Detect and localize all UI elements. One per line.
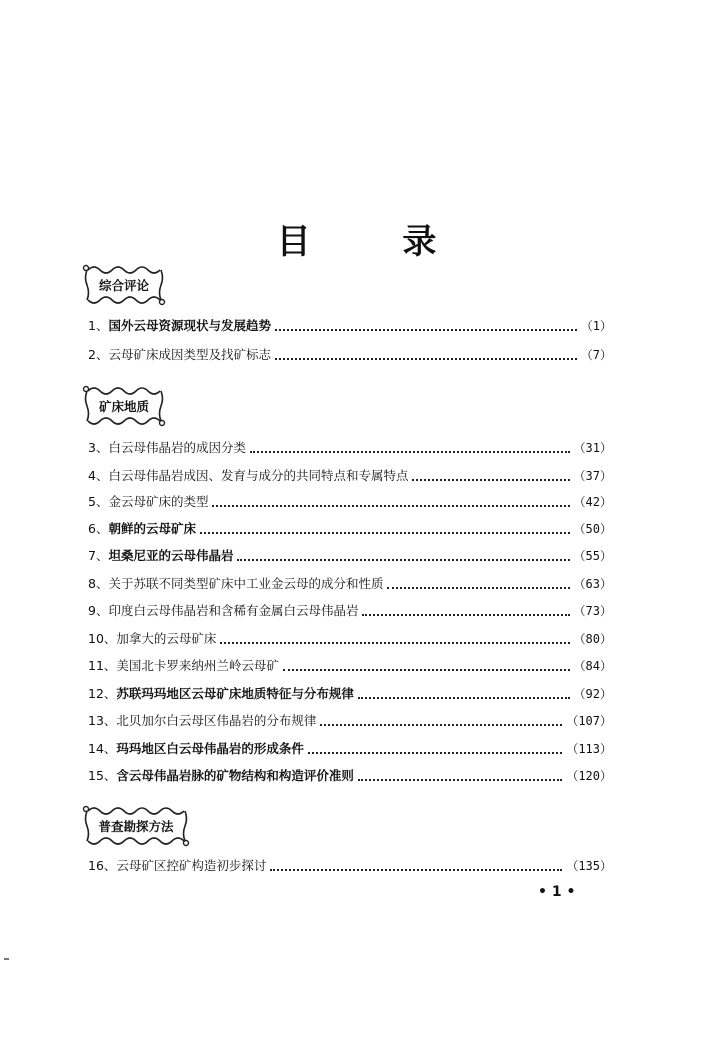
entry-number: 14、 <box>88 741 117 756</box>
entry-title: 坦桑尼亚的云母伟晶岩 <box>108 548 234 563</box>
section-badge-comprehensive-review <box>82 262 166 308</box>
entry-title: 玛玛地区白云母伟晶岩的形成条件 <box>116 741 304 756</box>
scan-mark <box>4 958 9 960</box>
section-badge-survey-methods <box>82 803 190 849</box>
entry-number: 15、 <box>88 768 117 783</box>
entry-title: 关于苏联不同类型矿床中工业金云母的成分和性质 <box>108 576 384 591</box>
entry-number: 12、 <box>88 686 117 701</box>
toc-entry <box>88 630 612 648</box>
dot-leader <box>250 450 570 453</box>
dot-leader <box>275 357 577 360</box>
entry-page: （37） <box>573 469 612 483</box>
entry-title: 金云母矿床的类型 <box>108 494 209 509</box>
toc-entry <box>88 767 612 785</box>
entry-page: （80） <box>573 632 612 646</box>
entry-page: （50） <box>573 522 612 536</box>
entry-number: 13、 <box>88 713 117 728</box>
entry-page: （1） <box>580 319 612 333</box>
section-badge-deposit-geology <box>82 383 166 429</box>
dot-leader <box>320 723 562 726</box>
dot-leader <box>308 751 562 754</box>
entry-page: （84） <box>573 659 612 673</box>
entry-title: 含云母伟晶岩脉的矿物结构和构造评价准则 <box>116 768 354 783</box>
entry-title: 白云母伟晶岩的成因分类 <box>108 440 246 455</box>
entry-page: （107） <box>566 714 612 728</box>
entry-page: （55） <box>573 549 612 563</box>
dot-leader <box>412 478 569 481</box>
toc-entry <box>88 657 612 675</box>
entry-page: （7） <box>580 348 612 362</box>
entry-title: 北贝加尔白云母区伟晶岩的分布规律 <box>116 713 317 728</box>
dot-leader <box>212 504 569 507</box>
entry-page: （92） <box>573 687 612 701</box>
entry-number: 16、 <box>88 858 117 873</box>
entry-page: （31） <box>573 441 612 455</box>
dot-leader <box>275 328 577 331</box>
entry-title: 云母矿床成因类型及找矿标志 <box>108 347 271 362</box>
dot-leader <box>220 641 569 644</box>
entry-page: （120） <box>566 769 612 783</box>
dot-leader <box>387 586 569 589</box>
dot-leader <box>358 778 562 781</box>
section-label: 综合评论 <box>98 278 149 293</box>
page-number: • 1 • <box>538 884 576 900</box>
entry-title: 苏联玛玛地区云母矿床地质特征与分布规律 <box>116 686 354 701</box>
entry-page: （135） <box>566 859 612 873</box>
toc-entry <box>88 467 612 485</box>
entry-title: 白云母伟晶岩成因、发育与成分的共同特点和专属特点 <box>108 468 409 483</box>
entry-number: 5、 <box>88 494 109 509</box>
dot-leader <box>358 696 570 699</box>
entry-number: 8、 <box>88 576 109 591</box>
toc-entry <box>88 547 612 565</box>
toc-entry <box>88 712 612 730</box>
entry-number: 6、 <box>88 521 109 536</box>
entry-number: 4、 <box>88 468 109 483</box>
toc-entry <box>88 602 612 620</box>
section-label: 普查勘探方法 <box>98 819 174 834</box>
toc-entry <box>88 346 612 364</box>
entry-title: 朝鲜的云母矿床 <box>108 521 196 536</box>
page-title: 目 录 <box>276 222 477 262</box>
toc-entry <box>88 520 612 538</box>
entry-number: 3、 <box>88 440 109 455</box>
toc-entry <box>88 857 612 875</box>
toc-entry <box>88 685 612 703</box>
entry-title: 美国北卡罗来纳州兰岭云母矿 <box>116 658 279 673</box>
entry-title: 印度白云母伟晶岩和含稀有金属白云母伟晶岩 <box>108 603 359 618</box>
entry-number: 9、 <box>88 603 109 618</box>
entry-number: 1、 <box>88 318 109 333</box>
toc-entry <box>88 493 612 511</box>
entry-page: （73） <box>573 604 612 618</box>
toc-entry <box>88 317 612 335</box>
entry-title: 加拿大的云母矿床 <box>116 631 217 646</box>
toc-entry <box>88 439 612 457</box>
entry-page: （42） <box>573 495 612 509</box>
toc-entry <box>88 740 612 758</box>
entry-number: 7、 <box>88 548 109 563</box>
toc-entry <box>88 575 612 593</box>
dot-leader <box>362 613 569 616</box>
entry-number: 11、 <box>88 658 117 673</box>
entry-page: （63） <box>573 577 612 591</box>
section-label: 矿床地质 <box>98 399 149 414</box>
entry-page: （113） <box>566 742 612 756</box>
dot-leader <box>237 558 569 561</box>
entry-number: 2、 <box>88 347 109 362</box>
dot-leader <box>283 668 570 671</box>
entry-title: 云母矿区控矿构造初步探讨 <box>116 858 267 873</box>
dot-leader <box>200 531 570 534</box>
entry-number: 10、 <box>88 631 117 646</box>
dot-leader <box>270 868 562 871</box>
entry-title: 国外云母资源现状与发展趋势 <box>108 318 271 333</box>
